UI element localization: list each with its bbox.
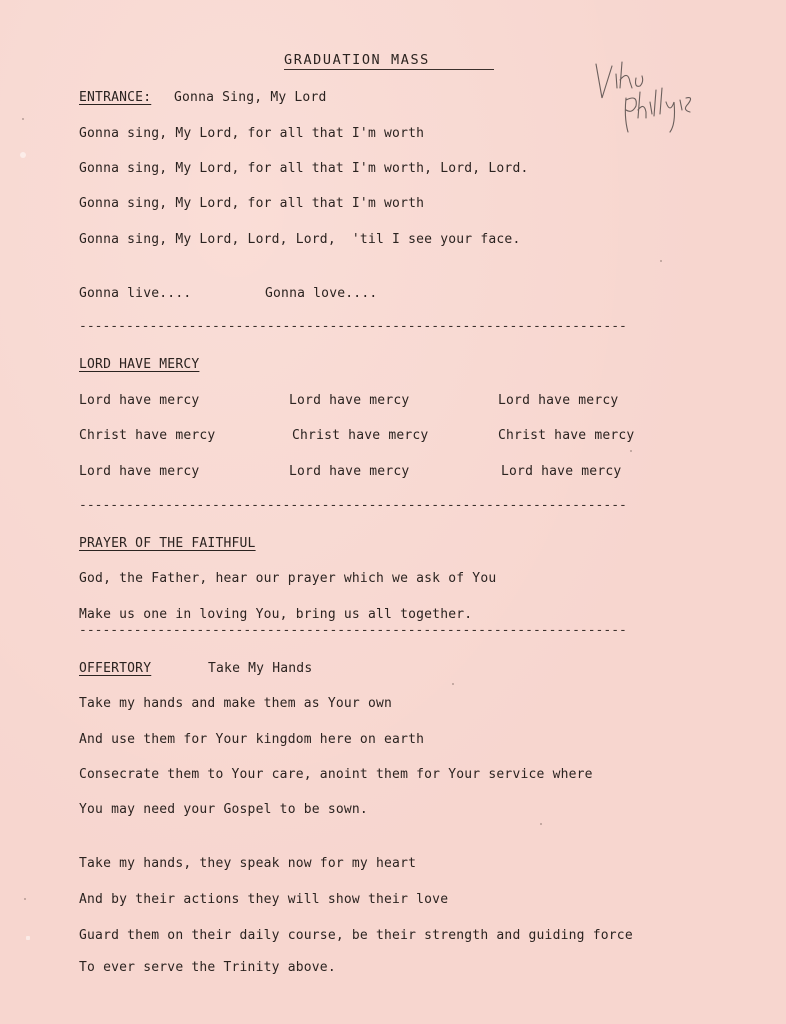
paper-speck: [20, 152, 26, 158]
paper-speck: [660, 260, 662, 262]
paper-speck: [452, 683, 454, 685]
document-title: GRADUATION MASS: [284, 52, 430, 68]
entrance-line: Gonna sing, My Lord, Lord, Lord, 'til I see your face.: [79, 232, 521, 247]
offertory-line: Consecrate them to Your care, anoint them for Your service where: [79, 767, 593, 782]
paper-speck: [630, 450, 632, 452]
entrance-line: Gonna sing, My Lord, for all that I'm worth: [79, 126, 425, 141]
entrance-continuation-left: Gonna live....: [79, 286, 192, 301]
entrance-line: Gonna sing, My Lord, for all that I'm worth: [79, 196, 425, 211]
offertory-line: Take my hands and make them as Your own: [79, 696, 393, 711]
mercy-cell: Lord have mercy: [79, 464, 200, 479]
prayer-line: Make us one in loving You, bring us all together.: [79, 607, 473, 622]
prayer-line: God, the Father, hear our prayer which we ask of You: [79, 571, 497, 586]
mercy-cell: Christ have mercy: [79, 428, 216, 443]
entrance-song-title: Gonna Sing, My Lord: [174, 90, 327, 105]
section-divider: ----------------------------------------------------------------------: [79, 501, 627, 511]
offertory-line: You may need your Gospel to be sown.: [79, 802, 368, 817]
offertory-line: To ever serve the Trinity above.: [79, 960, 336, 975]
entrance-heading: ENTRANCE:: [79, 90, 152, 105]
mercy-cell: Lord have mercy: [289, 393, 410, 408]
lord-have-mercy-heading: LORD HAVE MERCY: [79, 357, 200, 372]
paper-speck: [22, 118, 24, 120]
mercy-cell: Lord have mercy: [79, 393, 200, 408]
offertory-song-title: Take My Hands: [208, 661, 313, 676]
offertory-line: And use them for Your kingdom here on earth: [79, 732, 425, 747]
section-divider: ----------------------------------------------------------------------: [79, 322, 627, 332]
offertory-heading: OFFERTORY: [79, 661, 152, 676]
paper-speck: [26, 936, 30, 940]
mercy-cell: Lord have mercy: [501, 464, 622, 479]
offertory-line: Guard them on their daily course, be their strength and guiding force: [79, 928, 633, 943]
title-underline: [284, 69, 494, 70]
paper-speck: [540, 823, 542, 825]
offertory-line: And by their actions they will show their love: [79, 892, 449, 907]
offertory-line: Take my hands, they speak now for my heart: [79, 856, 417, 871]
section-divider: ----------------------------------------------------------------------: [79, 626, 627, 636]
mercy-cell: Lord have mercy: [289, 464, 410, 479]
prayer-heading: PRAYER OF THE FAITHFUL: [79, 536, 256, 551]
handwritten-signature: [590, 58, 700, 138]
paper-speck: [24, 898, 26, 900]
mercy-cell: Lord have mercy: [498, 393, 619, 408]
mercy-cell: Christ have mercy: [292, 428, 429, 443]
mercy-cell: Christ have mercy: [498, 428, 635, 443]
entrance-line: Gonna sing, My Lord, for all that I'm worth, Lord, Lord.: [79, 161, 529, 176]
entrance-continuation-right: Gonna love....: [265, 286, 378, 301]
